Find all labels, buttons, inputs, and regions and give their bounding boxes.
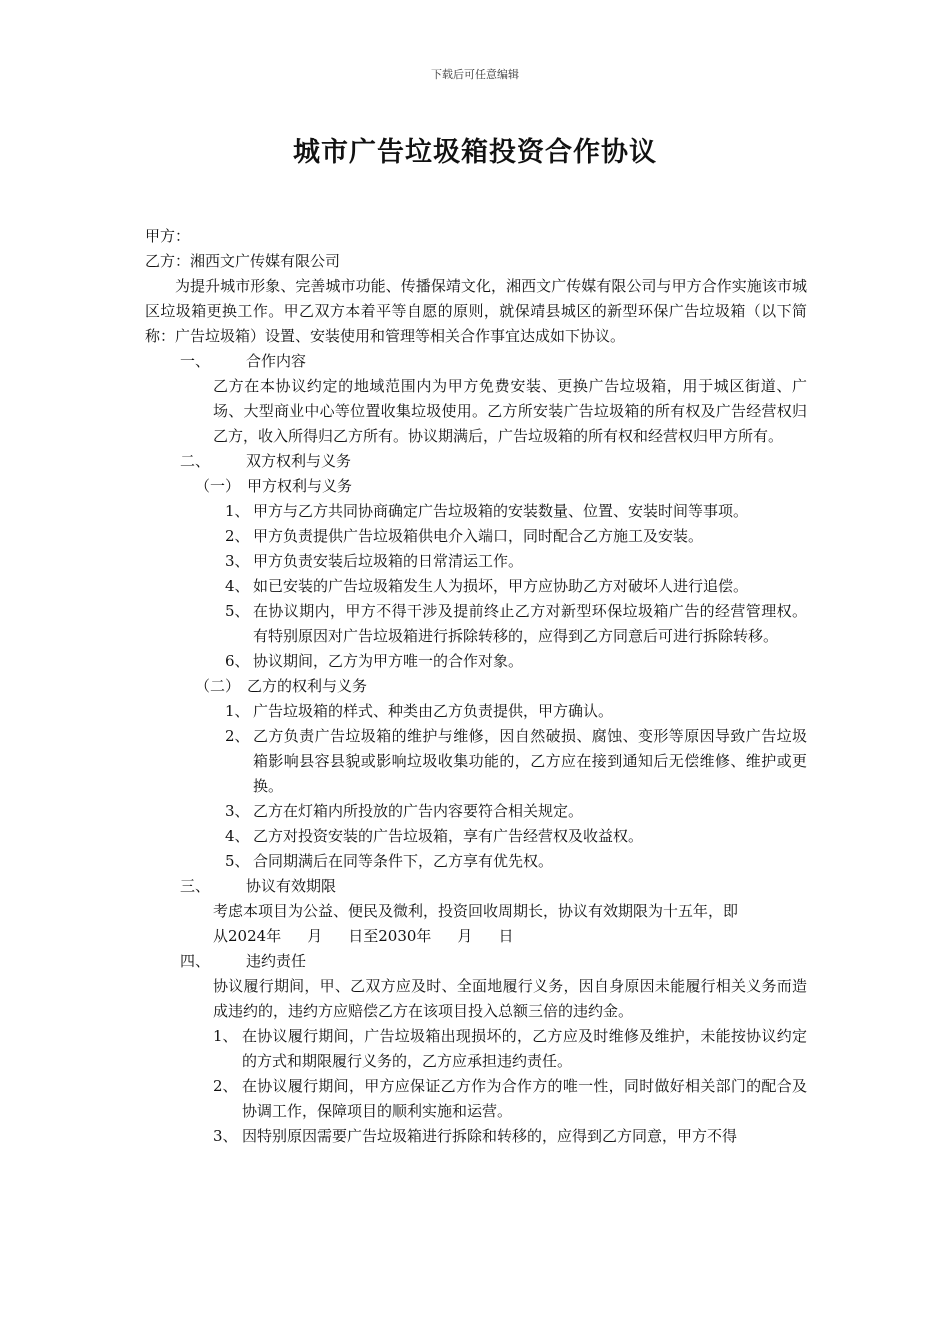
list-item-number: 1、 xyxy=(225,502,250,520)
list-item-number: 2、 xyxy=(225,727,250,745)
section-3-heading xyxy=(180,874,807,899)
list-item-number: 6、 xyxy=(225,652,250,670)
intro-paragraph: 为提升城市形象、完善城市功能、传播保靖文化，湘西文广传媒有限公司与甲方合作实施该市城区垃圾箱更换工作。甲乙双方本着平等自愿的原则，就保靖县城区的新型环保广告垃圾箱（以下简称：广告垃圾箱）设置、安装使用和管理等相关合作事宜达成如下协议。 xyxy=(145,277,807,345)
party-b-duties-list xyxy=(145,699,807,874)
section-2-number: 二、 xyxy=(180,452,211,470)
term-from: 从 xyxy=(213,927,229,945)
list-item xyxy=(145,574,807,599)
party-a-line: 甲方： xyxy=(145,227,191,245)
list-item-text: 甲方负责提供广告垃圾箱供电介入端口，同时配合乙方施工及安装。 xyxy=(253,527,704,545)
list-item-text: 甲方负责安装后垃圾箱的日常清运工作。 xyxy=(253,552,524,570)
section-4-heading xyxy=(180,949,807,974)
section-3-number: 三、 xyxy=(180,877,211,895)
document-title: 城市广告垃圾箱投资合作协议 xyxy=(293,137,657,168)
term-start-day: 日至 xyxy=(348,927,379,945)
list-item-number: 5、 xyxy=(225,602,250,620)
list-item-text: 合同期满后在同等条件下，乙方享有优先权。 xyxy=(253,852,554,870)
list-item-number: 5、 xyxy=(225,852,250,870)
term-date-line xyxy=(213,924,807,949)
list-item-text: 乙方对投资安装的广告垃圾箱，享有广告经营权及收益权。 xyxy=(253,827,644,845)
party-a-duties-list xyxy=(145,499,807,674)
document-body xyxy=(145,224,807,1149)
subsection-2-2-heading xyxy=(195,674,807,699)
section-2-heading xyxy=(180,449,807,474)
list-item-number: 2、 xyxy=(213,1077,238,1095)
term-end-month: 月 xyxy=(457,927,473,945)
subsection-2-2-title: 乙方的权利与义务 xyxy=(247,677,368,695)
list-item-text: 乙方在灯箱内所投放的广告内容要符合相关规定。 xyxy=(253,802,584,820)
list-item-text: 在协议期内，甲方不得干涉及提前终止乙方对新型环保垃圾箱广告的经营管理权。有特别原因对广告垃圾箱进行拆除转移的，应得到乙方同意后可进行拆除转移。 xyxy=(253,602,807,645)
list-item-number: 3、 xyxy=(225,802,250,820)
term-start-year: 2024年 xyxy=(228,927,282,945)
list-item-text: 协议期间，乙方为甲方唯一的合作对象。 xyxy=(253,652,524,670)
term-end-year: 2030年 xyxy=(378,927,432,945)
list-item xyxy=(145,824,807,849)
section-1-title: 合作内容 xyxy=(246,352,307,370)
section-1-body: 乙方在本协议约定的地域范围内为甲方免费安装、更换广告垃圾箱，用于城区街道、广场、大型商业中心等位置收集垃圾使用。乙方所安装广告垃圾箱的所有权及广告经营权归乙方，收入所得归乙方所有。协议期满后，广告垃圾箱的所有权和经营权归甲方所有。 xyxy=(213,377,807,445)
list-item xyxy=(145,1024,807,1074)
list-item-text: 在协议履行期间，甲方应保证乙方作为合作方的唯一性，同时做好相关部门的配合及协调工作，保障项目的顺利实施和运营。 xyxy=(242,1077,807,1120)
list-item-text: 广告垃圾箱的样式、种类由乙方负责提供，甲方确认。 xyxy=(253,702,614,720)
page-header-note: 下载后可任意编辑 xyxy=(431,68,519,81)
list-item-number: 1、 xyxy=(213,1027,238,1045)
list-item xyxy=(145,499,807,524)
subsection-2-1-title: 甲方权利与义务 xyxy=(247,477,353,495)
list-item xyxy=(145,524,807,549)
list-item-text: 因特别原因需要广告垃圾箱进行拆除和转移的，应得到乙方同意，甲方不得 xyxy=(242,1127,738,1145)
list-item-number: 4、 xyxy=(225,577,250,595)
list-item-number: 3、 xyxy=(213,1127,238,1145)
breach-liability-list xyxy=(145,1024,807,1149)
section-3-title: 协议有效期限 xyxy=(246,877,337,895)
subsection-2-1-number: （一） xyxy=(195,477,241,495)
list-item-number: 1、 xyxy=(225,702,250,720)
list-item xyxy=(145,1074,807,1124)
list-item xyxy=(145,1124,807,1149)
section-1-heading xyxy=(180,349,807,374)
section-2-title: 双方权利与义务 xyxy=(246,452,352,470)
subsection-2-2-number: （二） xyxy=(195,677,241,695)
list-item xyxy=(145,699,807,724)
list-item-text: 乙方负责广告垃圾箱的维护与维修，因自然破损、腐蚀、变形等原因导致广告垃圾箱影响县容县貌或影响垃圾收集功能的，乙方应在接到通知后无偿维修、维护或更换。 xyxy=(253,727,807,795)
list-item-number: 4、 xyxy=(225,827,250,845)
party-b-line: 乙方：湘西文广传媒有限公司 xyxy=(145,252,341,270)
list-item xyxy=(145,724,807,799)
section-1-number: 一、 xyxy=(180,352,211,370)
section-3-body xyxy=(213,899,807,949)
list-item-text: 如已安装的广告垃圾箱发生人为损坏，甲方应协助乙方对破坏人进行追偿。 xyxy=(253,577,749,595)
list-item xyxy=(145,649,807,674)
list-item xyxy=(145,799,807,824)
list-item-number: 2、 xyxy=(225,527,250,545)
list-item xyxy=(145,549,807,574)
term-start-month: 月 xyxy=(307,927,323,945)
section-3-body-line-1: 考虑本项目为公益、便民及微利，投资回收周期长，协议有效期限为十五年，即 xyxy=(213,902,739,920)
section-4-title: 违约责任 xyxy=(246,952,307,970)
list-item-number: 3、 xyxy=(225,552,250,570)
list-item-text: 在协议履行期间，广告垃圾箱出现损坏的，乙方应及时维修及维护，未能按协议约定的方式和期限履行义务的，乙方应承担违约责任。 xyxy=(242,1027,807,1070)
section-4-number: 四、 xyxy=(180,952,211,970)
section-4-body: 协议履行期间，甲、乙双方应及时、全面地履行义务，因自身原因未能履行相关义务而造成违约的，违约方应赔偿乙方在该项目投入总额三倍的违约金。 xyxy=(213,977,807,1020)
term-end-day: 日 xyxy=(498,927,514,945)
list-item-text: 甲方与乙方共同协商确定广告垃圾箱的安装数量、位置、安装时间等事项。 xyxy=(253,502,749,520)
subsection-2-1-heading xyxy=(195,474,807,499)
list-item xyxy=(145,599,807,649)
list-item xyxy=(145,849,807,874)
